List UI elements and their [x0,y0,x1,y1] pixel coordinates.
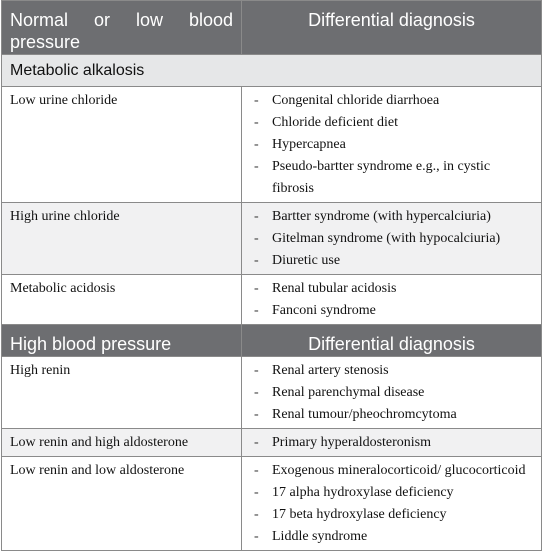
list-item: - Renal parenchymal disease [250,382,533,404]
list-item: - 17 alpha hydroxylase deficiency [250,482,533,504]
list-item: - Renal artery stenosis [250,360,533,382]
list-item: - Diuretic use [250,250,533,272]
diagnosis-list [250,278,533,322]
list-item: - Hypercapnea [250,134,533,156]
list-item: - Exogenous mineralocorticoid/ glucocorticoid [250,460,533,482]
table-row [2,275,542,325]
row-label: High urine chloride [2,203,242,275]
list-item: - Renal tubular acidosis [250,278,533,300]
table-row [2,357,542,429]
list-item: - Congenital chloride diarrhoea [250,90,533,112]
table2-header-row [2,325,542,357]
differential-diagnosis-table [1,0,542,551]
table-row [2,429,542,457]
row-label: Low renin and low aldosterone [2,457,242,551]
section-row [2,55,542,87]
diagnosis-list [250,90,533,200]
table-row [2,87,542,203]
table-row [2,203,542,275]
list-item: - Renal tumour/pheochromcytoma [250,404,533,426]
list-item: - Chloride deficient diet [250,112,533,134]
table1-header-col1: Normal or low blood pressure [2,1,242,55]
diagnosis-list [250,432,533,454]
diagnosis-list [250,460,533,548]
table-row [2,457,542,551]
row-label: Metabolic acidosis [2,275,242,325]
table1-header-col2: Differential diagnosis [242,1,542,55]
list-item: - Primary hyperaldosteronism [250,432,533,454]
list-item: - Liddle syndrome [250,526,533,548]
table2-header-col2: Differential diagnosis [242,325,542,357]
table2-header-col1: High blood pressure [2,325,242,357]
list-item: - 17 beta hydroxylase deficiency [250,504,533,526]
row-label: High renin [2,357,242,429]
list-item: - Gitelman syndrome (with hypocalciuria) [250,228,533,250]
row-label: Low urine chloride [2,87,242,203]
list-item: - Pseudo-bartter syndrome e.g., in cystic fibrosis [250,156,533,200]
section-label: Metabolic alkalosis [2,55,542,87]
row-label: Low renin and high aldosterone [2,429,242,457]
table1-header-row [2,1,542,55]
list-item: - Fanconi syndrome [250,300,533,322]
list-item: - Bartter syndrome (with hypercalciuria) [250,206,533,228]
diagnosis-list [250,206,533,272]
diagnosis-list [250,360,533,426]
